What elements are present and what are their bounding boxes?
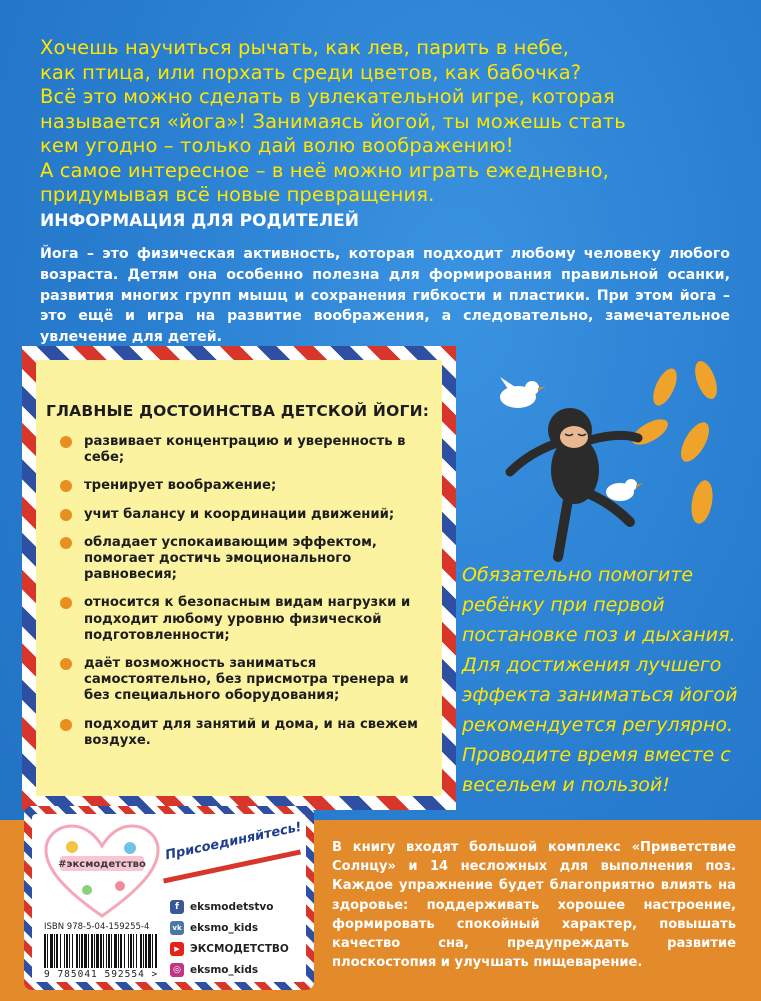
barcode-bar xyxy=(64,934,65,968)
list-item: тренирует воображение; xyxy=(60,478,420,494)
book-contents-text: В книгу входят большой комплекс «Приветствие Солнцу» и 14 несложных для выполнения поз. Каждое упражнение будет благоприятно влиять на здоровье: поддерживать хорошее настроение, формировать спокойный характер, повышать качество сна, предупреждать развитие плоскостопия и улучшать пищеварение. xyxy=(332,840,736,971)
barcode-bar xyxy=(152,934,153,968)
barcode-bar xyxy=(140,934,142,968)
barcode-bar xyxy=(108,934,110,968)
monkey-icon xyxy=(510,408,638,557)
join-label: Присоединяйтесь! xyxy=(163,819,304,864)
barcode-bar xyxy=(145,934,147,968)
barcode-bar xyxy=(128,934,129,968)
bullet-icon xyxy=(60,509,72,521)
barcode-bar xyxy=(56,934,58,968)
list-item: относится к безопасным видам нагрузки и подходит любому уровню физической подготовленности; xyxy=(60,595,420,644)
parents-info-title: ИНФОРМАЦИЯ ДЛЯ РОДИТЕЛЕЙ xyxy=(40,211,360,231)
social-label: eksmo_kids xyxy=(190,963,259,976)
social-card xyxy=(24,806,314,990)
youtube-icon: ▶ xyxy=(170,942,184,956)
leaf-icon xyxy=(648,365,681,409)
barcode-bar xyxy=(114,934,117,968)
social-link-vk[interactable] xyxy=(170,917,310,938)
barcode-bar xyxy=(81,934,83,968)
social-card-inner xyxy=(32,814,306,982)
social-links xyxy=(170,896,310,980)
list-item: развивает концентрацию и уверенность в себе; xyxy=(60,434,420,466)
social-label: eksmodetstvo xyxy=(190,900,274,913)
list-item: даёт возможность заниматься самостоятельно, без присмотра тренера и без специального оборудования; xyxy=(60,656,420,705)
social-label: ЭКСМОДЕТСТВО xyxy=(190,942,289,955)
barcode-bar xyxy=(96,934,99,968)
list-item: подходит для занятий и дома, и на свежем воздухе. xyxy=(60,717,420,749)
barcode-bar xyxy=(103,934,104,968)
barcode-bar xyxy=(54,934,55,968)
barcode-bar xyxy=(50,934,53,968)
benefits-title: ГЛАВНЫЕ ДОСТОИНСТВА ДЕТСКОЙ ЙОГИ: xyxy=(46,402,430,420)
barcode-bar xyxy=(124,934,125,968)
bullet-icon xyxy=(60,480,72,492)
barcode-bar xyxy=(148,934,151,968)
bullet-icon xyxy=(60,597,72,609)
barcode-bar xyxy=(136,934,137,968)
barcode-bar xyxy=(133,934,134,968)
advice-text: Обязательно помогите ребёнку при первой постановке поз и дыхания. Для достижения лучшего эффекта заниматься йогой рекомендуется регулярно. Проводите время вместе с весельем и пользой! xyxy=(462,564,738,796)
barcode-bar xyxy=(76,934,78,968)
benefits-list xyxy=(60,422,420,749)
barcode-bar xyxy=(130,934,132,968)
barcode-bar xyxy=(47,934,48,968)
barcode-bar xyxy=(120,934,122,968)
leaf-icon xyxy=(675,418,714,466)
social-link-facebook[interactable] xyxy=(170,896,310,917)
list-item: учит балансу и координации движений; xyxy=(60,507,420,523)
barcode-bar xyxy=(100,934,102,968)
barcode-bar xyxy=(91,934,93,968)
intro-text: Хочешь научиться рычать, как лев, парить в небе, как птица, или порхать среди цветов, как бабочка? Всё это можно сделать в увлекательной игре, которая называется «йога»! Занимаясь йогой, ты можешь стать кем угодно – только дай волю воображению! А самое интересное – в неё можно играть ежедневно, придумывая всё новые превращения. xyxy=(40,36,626,206)
leaf-icon xyxy=(688,479,715,526)
barcode-bar xyxy=(66,934,68,968)
barcode-bar xyxy=(118,934,119,968)
list-item: обладает успокаивающим эффектом, помогает достичь эмоционального равновесия; xyxy=(60,535,420,584)
barcode-number: 9 785041 592554 > xyxy=(44,969,159,980)
vk-icon: vk xyxy=(170,921,184,935)
isbn-label: ISBN 978-5-04-159255-4 xyxy=(44,922,150,932)
barcode-bar xyxy=(106,934,107,968)
social-label: eksmo_kids xyxy=(190,921,259,934)
barcode-bar xyxy=(143,934,144,968)
barcode-bar xyxy=(94,934,95,968)
barcode-icon xyxy=(42,934,160,968)
barcode-bar xyxy=(44,934,46,968)
heart-icon xyxy=(42,822,162,920)
barcode-bar xyxy=(69,934,70,968)
bird-icon xyxy=(606,479,643,501)
social-link-instagram[interactable] xyxy=(170,959,310,980)
barcode-bar xyxy=(111,934,112,968)
facebook-icon: f xyxy=(170,900,184,914)
barcode-bar xyxy=(60,934,61,968)
barcode-bar xyxy=(88,934,89,968)
bullet-icon xyxy=(60,658,72,670)
barcode-bar xyxy=(155,934,157,968)
leaf-icon xyxy=(628,414,672,450)
social-link-youtube[interactable] xyxy=(170,938,310,959)
barcode-bar xyxy=(84,934,87,968)
barcode-bar xyxy=(79,934,80,968)
bullet-icon xyxy=(60,436,72,448)
bullet-icon xyxy=(60,537,72,549)
leaf-icon xyxy=(691,358,722,402)
bird-icon xyxy=(500,377,546,408)
monkey-yoga-illustration xyxy=(470,352,730,562)
bullet-icon xyxy=(60,719,72,731)
barcode-bar xyxy=(72,934,73,968)
instagram-icon: ◎ xyxy=(170,963,184,977)
hashtag-label: #эксмодетство xyxy=(58,859,146,870)
parents-info-text: Йога – это физическая активность, которая подходит любому человеку любого возраста. Детям она особенно полезна для формирования правильной осанки, развития многих групп мышц и сохранения гибкости и пластики. При этом йога – это ещё и игра на развитие воображения, а следовательно, замечательное увлечение для детей. xyxy=(40,246,730,346)
